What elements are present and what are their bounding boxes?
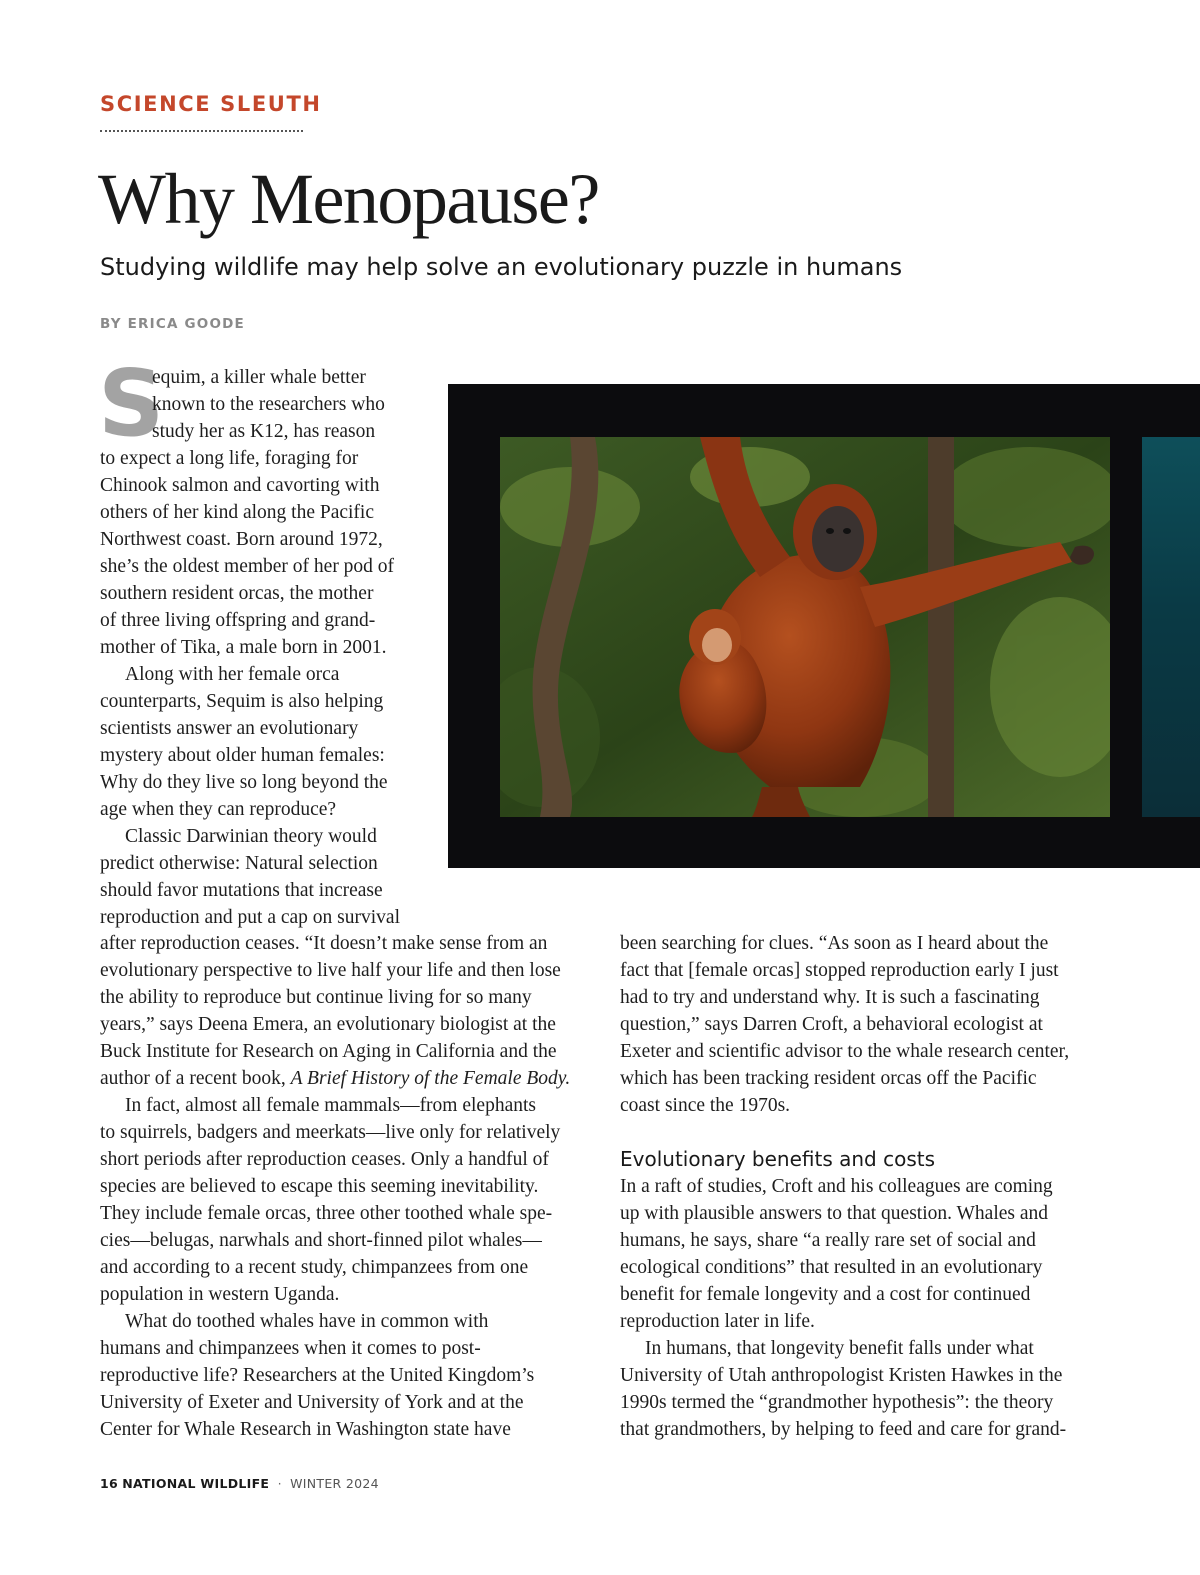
text-line: she’s the oldest member of her pod of <box>100 556 395 577</box>
text-line: University of Exeter and University of York and at the <box>100 1392 524 1413</box>
page-number: 16 <box>100 1476 118 1491</box>
text-line: mother of Tika, a male born in 2001. <box>100 637 387 658</box>
text-line: others of her kind along the Pacific <box>100 502 374 523</box>
text-line: and according to a recent study, chimpanzees from one <box>100 1257 529 1278</box>
text-line: What do toothed whales have in common with <box>125 1311 489 1332</box>
text-line: evolutionary perspective to live half your life and then lose <box>100 960 561 981</box>
text-line: question,” says Darren Croft, a behavioral ecologist at <box>620 1014 1043 1035</box>
footer-separator: · <box>277 1476 282 1491</box>
text-line: reproduction and put a cap on survival <box>100 907 400 928</box>
text-line: Along with her female orca <box>125 664 340 685</box>
text-line: after reproduction ceases. “It doesn’t make sense from an <box>100 933 548 954</box>
text-line: that grandmothers, by helping to feed and care for grand- <box>620 1419 1067 1440</box>
issue-date: WINTER 2024 <box>290 1476 379 1491</box>
text-line: Classic Darwinian theory would <box>125 826 377 847</box>
text-line: mystery about older human females: <box>100 745 385 766</box>
text-line: humans and chimpanzees when it comes to post- <box>100 1338 481 1359</box>
text-line: In a raft of studies, Croft and his colleagues are coming <box>620 1176 1053 1197</box>
text-line: should favor mutations that increase <box>100 880 383 901</box>
text-line: had to try and understand why. It is such a fascinating <box>620 987 1040 1008</box>
headline: Why Menopause? <box>98 159 599 239</box>
text-line: the ability to reproduce but continue living for so many <box>100 987 532 1008</box>
text-line: to squirrels, badgers and meerkats—live only for relatively <box>100 1122 561 1143</box>
text-line: humans, he says, share “a really rare set of social and <box>620 1230 1036 1251</box>
text-line: cies—belugas, narwhals and short-finned pilot whales— <box>100 1230 542 1251</box>
text-line: equim, a killer whale better <box>152 367 366 388</box>
text-line: ecological conditions” that resulted in an evolutionary <box>620 1257 1043 1278</box>
page-footer <box>100 1476 379 1491</box>
text-line: benefit for female longevity and a cost for continued <box>620 1284 1031 1305</box>
text-line: which has been tracking resident orcas off the Pacific <box>620 1068 1037 1089</box>
text-line: Northwest coast. Born around 1972, <box>100 529 383 550</box>
magazine-name: NATIONAL WILDLIFE <box>122 1476 270 1491</box>
text-line: 1990s termed the “grandmother hypothesis”: the theory <box>620 1392 1054 1413</box>
text-line: In fact, almost all female mammals—from elephants <box>125 1095 536 1116</box>
text-line: Center for Whale Research in Washington state have <box>100 1419 511 1440</box>
text-line: been searching for clues. “As soon as I heard about the <box>620 933 1049 954</box>
text-line: They include female orcas, three other toothed whale spe- <box>100 1203 553 1224</box>
dek: Studying wildlife may help solve an evolutionary puzzle in humans <box>100 253 903 281</box>
text-line: study her as K12, has reason <box>152 421 376 442</box>
text-line: of three living offspring and grand- <box>100 610 376 631</box>
section-subhead: Evolutionary benefits and costs <box>620 1147 936 1171</box>
text-line: known to the researchers who <box>152 394 385 415</box>
orangutan-photo <box>500 437 1110 817</box>
text-line: population in western Uganda. <box>100 1284 340 1305</box>
text-line: species are believed to escape this seeming inevitability. <box>100 1176 539 1197</box>
drop-cap: S <box>98 350 165 457</box>
text-line: University of Utah anthropologist Kristen Hawkes in the <box>620 1365 1063 1386</box>
next-photo-edge <box>1142 437 1200 817</box>
text-line: Exeter and scientific advisor to the whale research center, <box>620 1041 1070 1062</box>
text-line: Why do they live so long beyond the <box>100 772 388 793</box>
text-line: short periods after reproduction ceases. Only a handful of <box>100 1149 549 1170</box>
text-line <box>100 1065 600 1092</box>
text-line: scientists answer an evolutionary <box>100 718 359 739</box>
text-segment: author of a recent book, <box>100 1068 291 1089</box>
photo-frame <box>448 384 1200 868</box>
text-line: years,” says Deena Emera, an evolutionary biologist at the <box>100 1014 556 1035</box>
text-line: up with plausible answers to that question. Whales and <box>620 1203 1049 1224</box>
text-line: fact that [female orcas] stopped reproduction early I just <box>620 960 1059 981</box>
text-line: reproduction later in life. <box>620 1311 815 1332</box>
text-line: counterparts, Sequim is also helping <box>100 691 384 712</box>
book-title: A Brief History of the Female Body. <box>290 1068 571 1089</box>
section-kicker: SCIENCE SLEUTH <box>100 92 322 116</box>
column-right <box>620 930 1120 1443</box>
text-line: reproductive life? Researchers at the United Kingdom’s <box>100 1365 535 1386</box>
kicker-dotted-rule <box>100 130 303 132</box>
column-left-top <box>100 364 440 931</box>
text-line: Chinook salmon and cavorting with <box>100 475 380 496</box>
text-line: Buck Institute for Research on Aging in California and the <box>100 1041 557 1062</box>
text-line: predict otherwise: Natural selection <box>100 853 378 874</box>
column-left-bottom <box>100 930 600 1443</box>
text-line: age when they can reproduce? <box>100 799 337 820</box>
text-line: southern resident orcas, the mother <box>100 583 374 604</box>
text-line: to expect a long life, foraging for <box>100 448 359 469</box>
text-line: In humans, that longevity benefit falls under what <box>645 1338 1034 1359</box>
text-line: coast since the 1970s. <box>620 1095 791 1116</box>
byline: BY ERICA GOODE <box>100 316 245 332</box>
